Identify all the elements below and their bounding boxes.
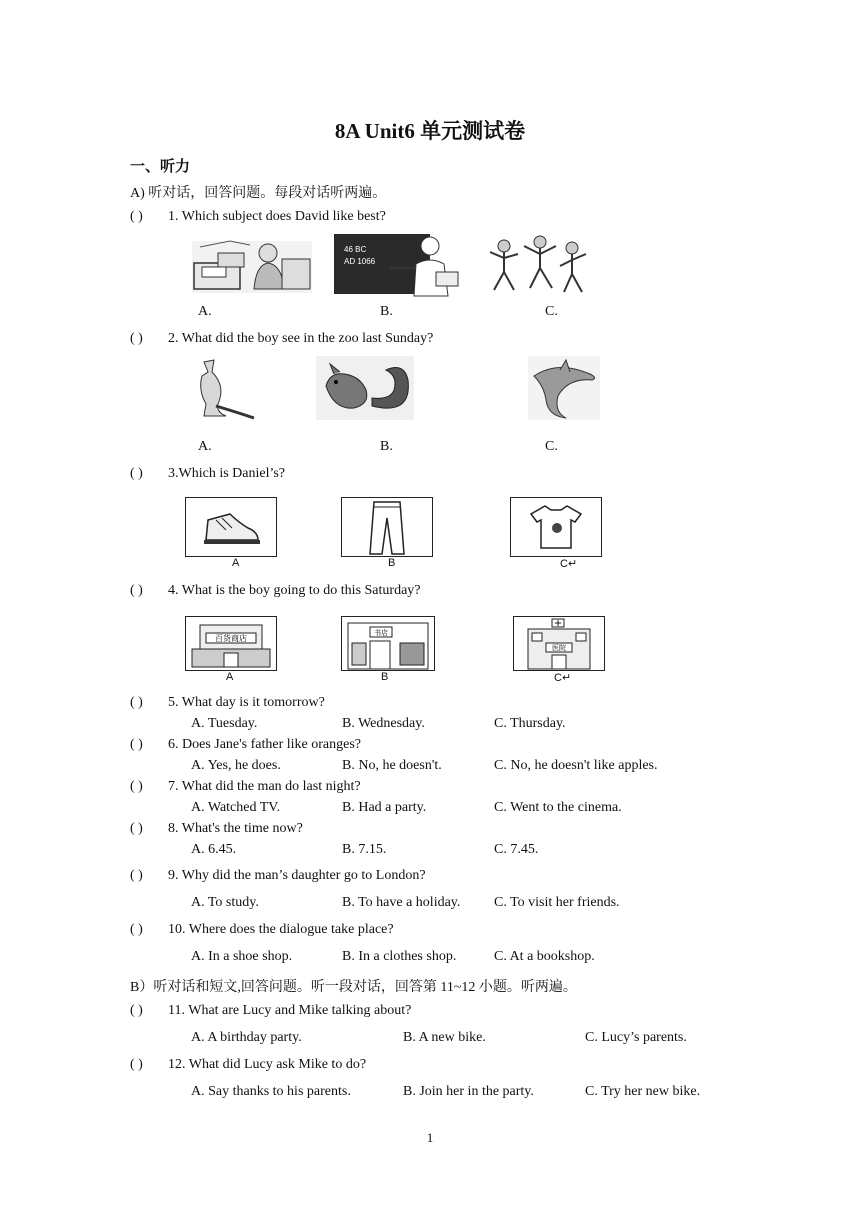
squirrel-picture (316, 356, 414, 420)
picture-label-b: B. (380, 439, 393, 454)
option-c[interactable]: C. No, he doesn't like apples. (494, 758, 658, 773)
section-heading-listening: 一、听力 (130, 159, 191, 175)
bookshop-picture-frame (341, 616, 435, 671)
trousers-picture (342, 498, 432, 556)
question-6: 6. Does Jane's father like oranges? (168, 737, 362, 752)
option-b[interactable]: B. 7.15. (342, 842, 387, 857)
answer-blank[interactable]: ( ) (130, 1003, 143, 1018)
answer-blank[interactable]: ( ) (130, 779, 143, 794)
answer-blank[interactable]: ( ) (130, 466, 143, 481)
frame-label-b: B (381, 671, 389, 683)
part-b-instruction: B）听对话和短文,回答问题。听一段对话，回答第 11~12 小题。听两遍。 (130, 980, 577, 995)
option-a[interactable]: A. Yes, he does. (191, 758, 281, 773)
option-a[interactable]: A. Tuesday. (191, 716, 258, 731)
tshirt-picture-frame (510, 497, 602, 557)
option-a[interactable]: A. To study. (191, 895, 259, 910)
option-c[interactable]: C. At a bookshop. (494, 949, 595, 964)
dolphin-picture (528, 356, 600, 420)
option-b[interactable]: B. To have a holiday. (342, 895, 461, 910)
frame-label-c: C↵ (554, 672, 572, 684)
page-title: 8A Unit6 单元测试卷 (334, 119, 526, 143)
answer-blank[interactable]: ( ) (130, 922, 143, 937)
hospital-picture (514, 617, 604, 670)
question-1: 1. Which subject does David like best? (168, 209, 386, 224)
kangaroo-picture (186, 356, 256, 420)
option-a[interactable]: A. Watched TV. (191, 800, 281, 815)
option-c[interactable]: C. Try her new bike. (585, 1084, 701, 1099)
shoe-picture (186, 498, 276, 556)
answer-blank[interactable]: ( ) (130, 1057, 143, 1072)
picture-label-a: A. (198, 304, 212, 319)
question-4: 4. What is the boy going to do this Saturday? (168, 583, 421, 598)
question-7: 7. What did the man do last night? (168, 779, 361, 794)
picture-label-a: A. (198, 439, 212, 454)
bookshop-picture (342, 617, 434, 670)
answer-blank[interactable]: ( ) (130, 737, 143, 752)
question-9: 9. Why did the man’s daughter go to London? (168, 868, 426, 883)
answer-blank[interactable]: ( ) (130, 821, 143, 836)
option-b[interactable]: B. A new bike. (403, 1030, 486, 1045)
answer-blank[interactable]: ( ) (130, 583, 143, 598)
question-11: 11. What are Lucy and Mike talking about? (168, 1003, 412, 1018)
option-a[interactable]: A. A birthday party. (191, 1030, 302, 1045)
hospital-sign: 医院 (552, 644, 566, 652)
bookshop-sign: 书店 (374, 629, 388, 637)
picture-label-b: B. (380, 304, 393, 319)
picture-label-c: C. (545, 439, 558, 454)
question-5: 5. What day is it tomorrow? (168, 695, 325, 710)
frame-label-a: A (226, 671, 234, 683)
picture-label-c: C. (545, 304, 558, 319)
answer-blank[interactable]: ( ) (130, 209, 143, 224)
option-a[interactable]: A. Say thanks to his parents. (191, 1084, 351, 1099)
option-b[interactable]: B. No, he doesn't. (342, 758, 442, 773)
answer-blank[interactable]: ( ) (130, 695, 143, 710)
question-3: 3.Which is Daniel’s? (168, 466, 286, 481)
store-sign: 百货商店 (215, 634, 247, 643)
question-12: 12. What did Lucy ask Mike to do? (168, 1057, 367, 1072)
frame-label-c: C↵ (560, 558, 578, 570)
answer-blank[interactable]: ( ) (130, 331, 143, 346)
board-text-2: AD 1066 (344, 257, 376, 266)
option-b[interactable]: B. Join her in the party. (403, 1084, 534, 1099)
history-teacher-picture (332, 230, 462, 298)
answer-blank[interactable]: ( ) (130, 868, 143, 883)
page-number: 1 (426, 1130, 434, 1145)
question-10: 10. Where does the dialogue take place? (168, 922, 394, 937)
option-c[interactable]: C. To visit her friends. (494, 895, 620, 910)
frame-label-a: A (232, 557, 240, 569)
option-b[interactable]: B. In a clothes shop. (342, 949, 457, 964)
shoe-picture-frame (185, 497, 277, 557)
option-b[interactable]: B. Wednesday. (342, 716, 425, 731)
hospital-picture-frame (513, 616, 605, 671)
option-c[interactable]: C. Thursday. (494, 716, 566, 731)
option-a[interactable]: A. In a shoe shop. (191, 949, 293, 964)
department-store-picture (186, 617, 276, 670)
question-2: 2. What did the boy see in the zoo last Sunday? (168, 331, 434, 346)
option-a[interactable]: A. 6.45. (191, 842, 237, 857)
question-8: 8. What's the time now? (168, 821, 303, 836)
part-a-instruction: A) 听对话，回答问题。每段对话听两遍。 (130, 186, 387, 201)
pe-exercise-picture (480, 232, 592, 296)
option-c[interactable]: C. Went to the cinema. (494, 800, 622, 815)
option-b[interactable]: B. Had a party. (342, 800, 427, 815)
tshirt-picture (511, 498, 601, 556)
department-store-picture-frame (185, 616, 277, 671)
option-c[interactable]: C. 7.45. (494, 842, 539, 857)
frame-label-b: B (388, 557, 396, 569)
trousers-picture-frame (341, 497, 433, 557)
computer-student-picture (190, 233, 314, 295)
board-text-1: 46 BC (344, 245, 367, 254)
option-c[interactable]: C. Lucy’s parents. (585, 1030, 687, 1045)
